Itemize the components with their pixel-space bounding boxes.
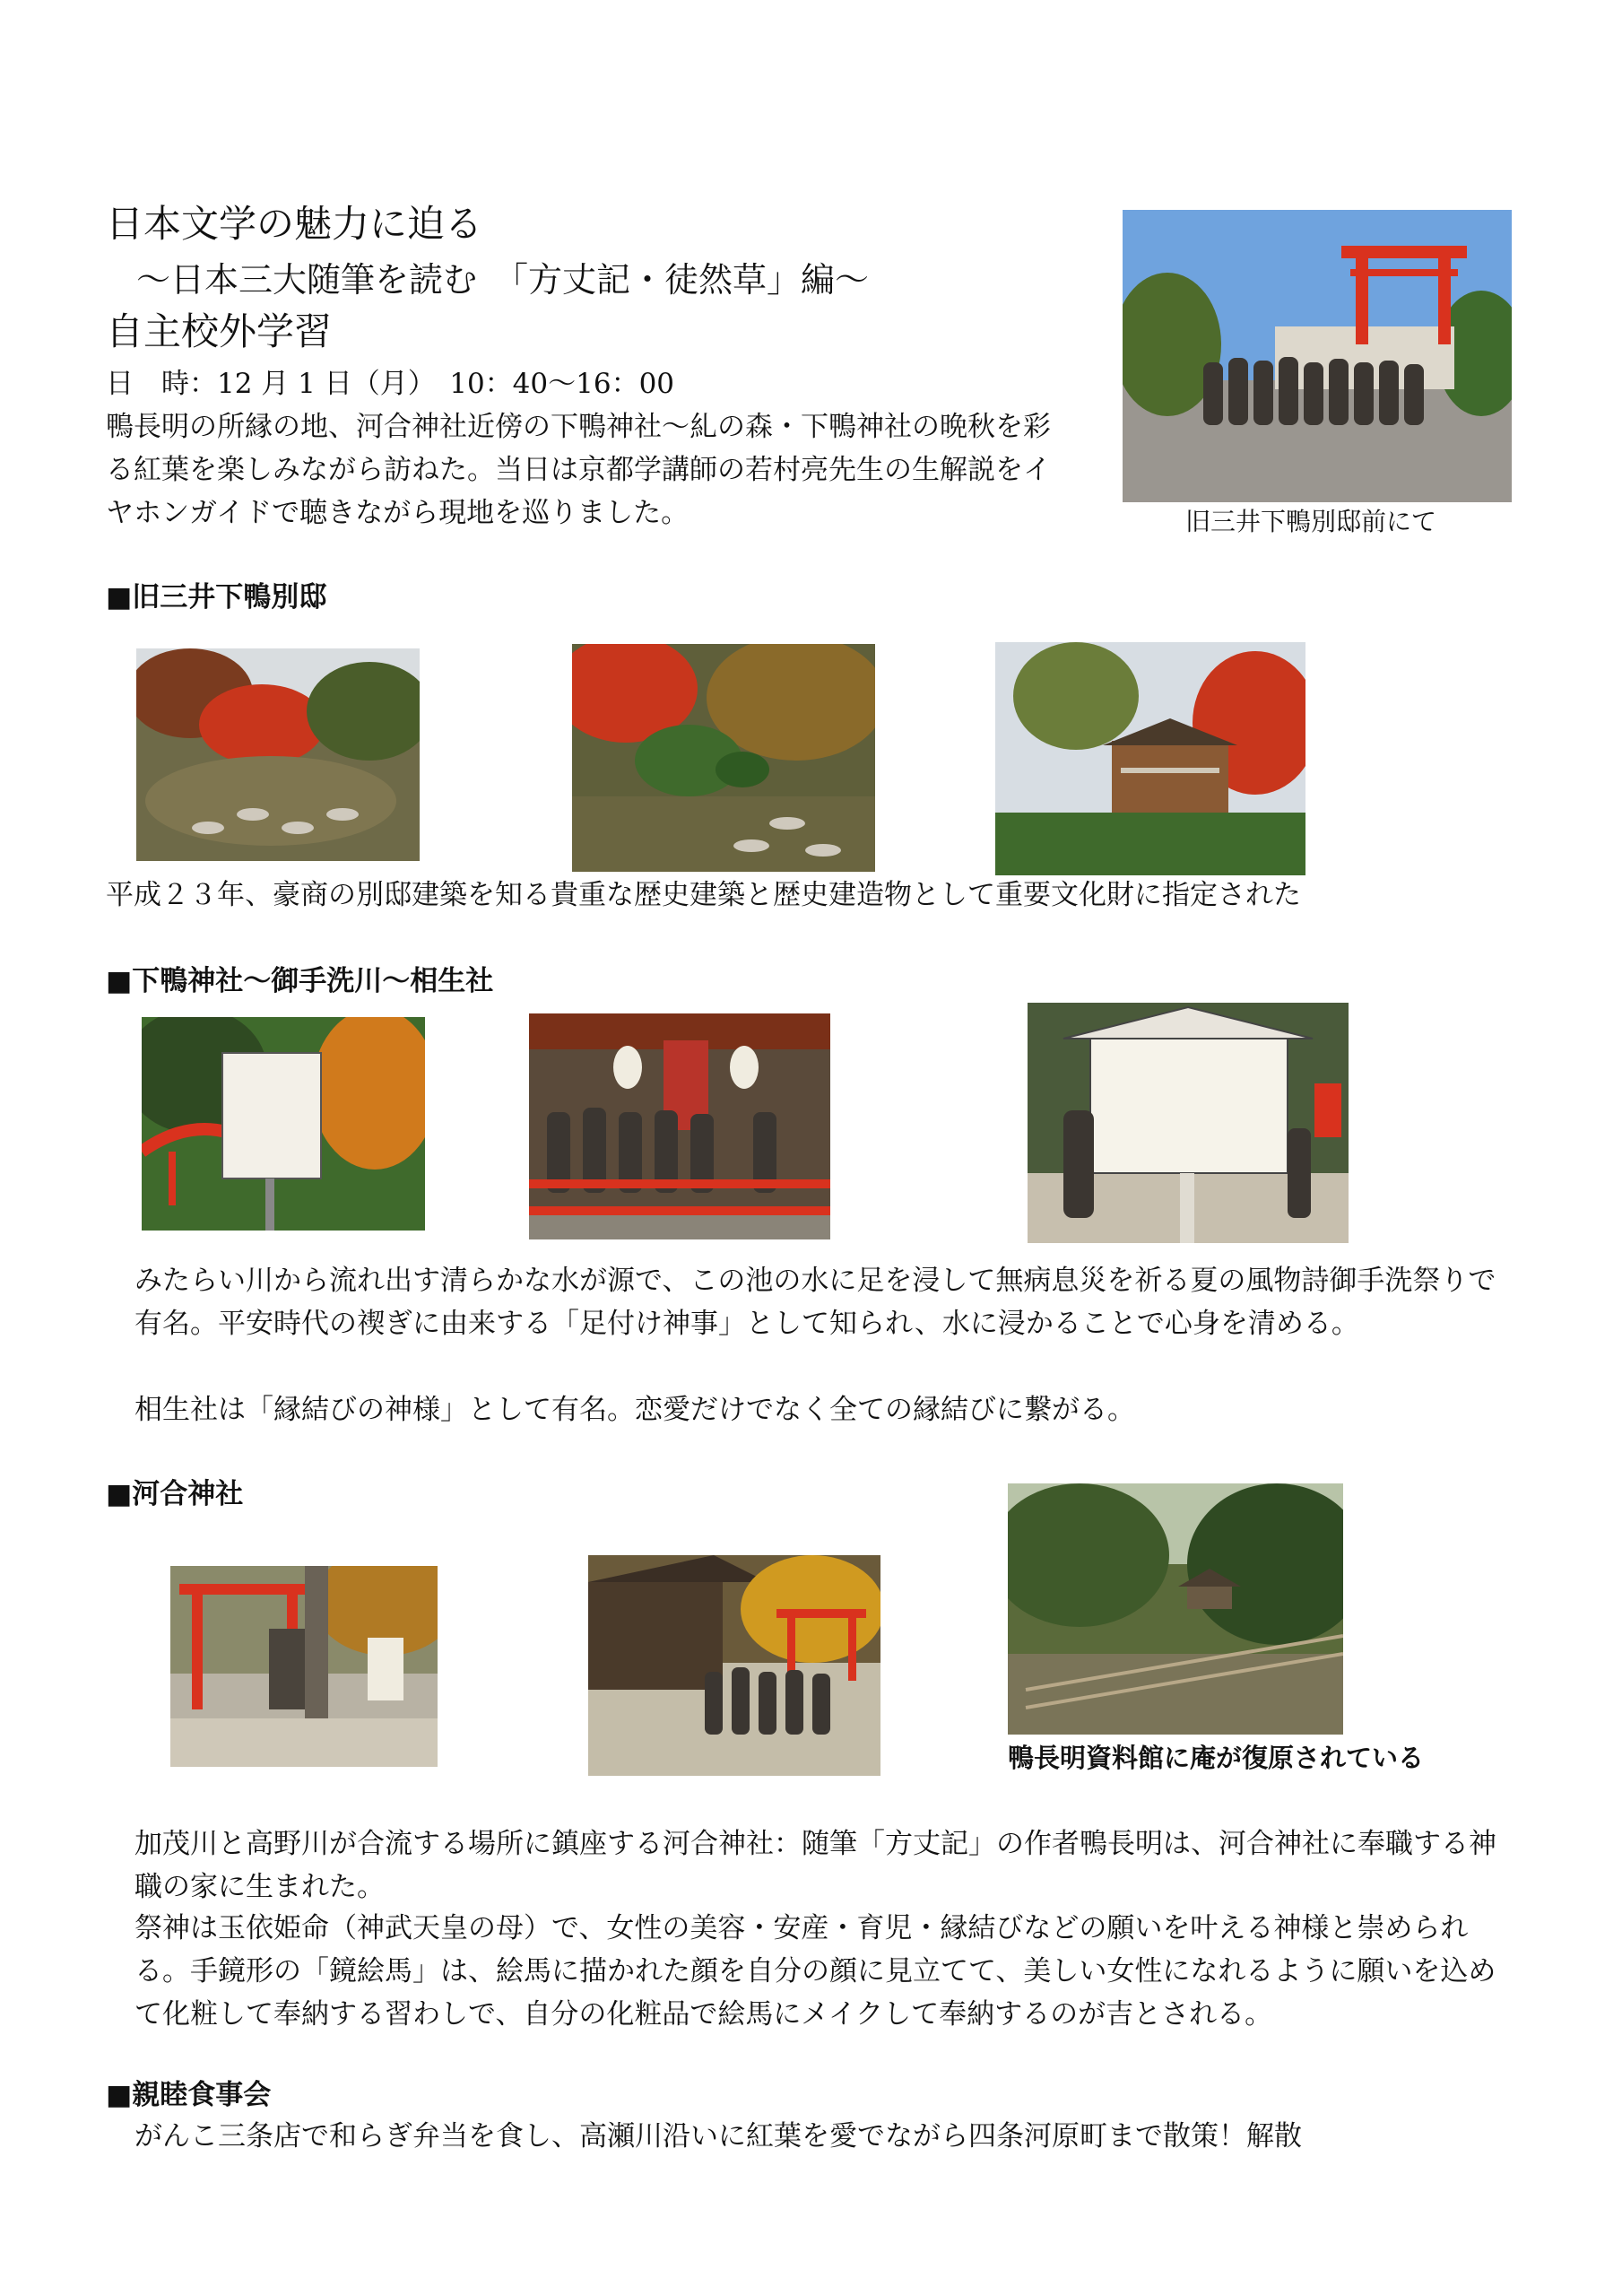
group-photo-caption: 旧三井下鴨別邸前にて bbox=[1185, 507, 1437, 536]
page-subtitle: ～日本三大随筆を読む 「方丈記・徒然草」編～ bbox=[136, 260, 870, 300]
kawai-history-text: 加茂川と高野川が合流する場所に鎮座する河合神社：随筆「方丈記」の作者鴨長明は、河合神社に奉職する神職の家に生まれた。 bbox=[134, 1828, 1496, 1903]
section-heading-kawai: ■河合神社 bbox=[106, 1478, 244, 1510]
section-heading-shimogamo: ■下鴨神社～御手洗川～相生社 bbox=[106, 965, 494, 997]
intro-text: 鴨長明の所縁の地、河合神社近傍の下鴨神社～糺の森・下鴨神社の晩秋を彩る紅葉を楽しみながら訪ねた。当日は京都学講師の若村亮先生の生解説をイヤホンガイドで聴きながら現地を巡りました。 bbox=[106, 411, 1051, 529]
aioi-sha-sign-photo bbox=[1028, 1003, 1349, 1243]
hojo-an-caption: 鴨長明資料館に庵が復原されている bbox=[1008, 1743, 1425, 1773]
villa-building-photo bbox=[995, 642, 1305, 875]
section-heading-lunch: ■親睦食事会 bbox=[106, 2079, 272, 2111]
kagami-ema-text: 祭神は玉依姫命（神武天皇の母）で、女性の美容・安産・育児・縁結びなどの願いを叶える神様と崇められる。手鏡形の「鏡絵馬」は、絵馬に描かれた顔を自分の顔に見立てて、美しい女性になれるように願いを込めて化粧して奉納する習わしで、自分の化粧品で絵馬にメイクして奉納するのが吉とされる。 bbox=[134, 1912, 1496, 2031]
kawai-shrine-gate-photo bbox=[588, 1555, 880, 1776]
section-heading-mitsui-villa: ■旧三井下鴨別邸 bbox=[106, 581, 327, 613]
event-date: 日 時：12 月 1 日（月） 10：40～16：00 bbox=[106, 368, 675, 400]
garden-photo-1 bbox=[136, 648, 420, 861]
group-photo bbox=[1123, 210, 1512, 502]
mitsui-villa-text: 平成２３年、豪商の別邸建築を知る貴重な歴史建築と歴史建造物として重要文化財に指定された bbox=[106, 879, 1301, 911]
mitarashi-bridge-photo bbox=[142, 1017, 425, 1231]
hojo-an-hut-photo bbox=[1008, 1483, 1343, 1735]
garden-photo-2 bbox=[572, 644, 875, 872]
lunch-text: がんこ三条店で和らぎ弁当を食し、高瀬川沿いに紅葉を愛でながら四条河原町まで散策！解散 bbox=[134, 2120, 1302, 2152]
page-title: 日本文学の魅力に迫る bbox=[106, 202, 483, 246]
kawai-torii-photo bbox=[170, 1566, 438, 1767]
page-title-activity: 自主校外学習 bbox=[106, 309, 333, 353]
mitarashi-text: みたらい川から流れ出す清らかな水が源で、この池の水に足を浸して無病息災を祈る夏の風物詩御手洗祭りで有名。平安時代の禊ぎに由来する「足付け神事」として知られ、水に浸かることで心身を清める。 bbox=[134, 1265, 1496, 1340]
aioi-sha-text: 相生社は「縁結びの神様」として有名。恋愛だけでなく全ての縁結びに繋がる。 bbox=[134, 1394, 1135, 1426]
mitarashi-shrine-photo bbox=[529, 1013, 830, 1239]
